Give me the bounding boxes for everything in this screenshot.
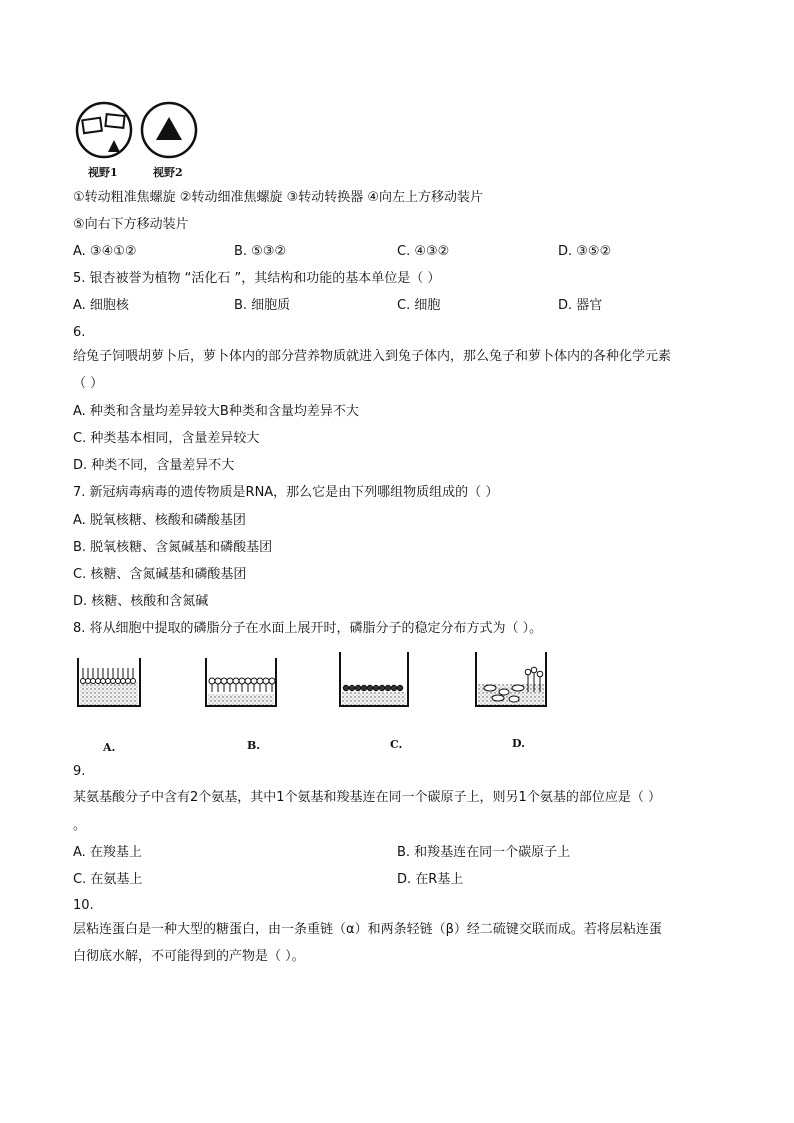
beaker-b: [206, 658, 276, 706]
q9-option-b: B. 和羧基连在同一个碳原子上: [397, 845, 571, 860]
q7-option-b: B. 脱氧核糖、含氮碱基和磷酸基团: [73, 540, 273, 555]
q4-option-d: D. ③⑤②: [558, 244, 612, 259]
q6-option-d: D. 种类不同，含量差异不大: [73, 458, 235, 473]
q5-option-d: D. 器官: [558, 298, 603, 313]
q9-option-a: A. 在羧基上: [73, 845, 142, 860]
q8-label-c: C.: [390, 738, 403, 751]
q10-number: 10.: [73, 898, 94, 913]
q5-option-c: C. 细胞: [397, 298, 441, 313]
q8-stem: 8. 将从细胞中提取的磷脂分子在水面上展开时，磷脂分子的稳定分布方式为（ ）。: [73, 621, 543, 636]
field-1-rect-left: [82, 118, 102, 133]
q4-steps-line1: ①转动粗准焦螺旋 ②转动细准焦螺旋 ③转动转换器 ④向左上方移动装片: [73, 190, 484, 205]
q6-number: 6.: [73, 325, 86, 340]
q8-label-a: A.: [103, 741, 116, 754]
field-1-triangle: [108, 140, 120, 152]
q7-option-d: D. 核糖、核酸和含氮碱: [73, 594, 209, 609]
beaker-d: [476, 652, 546, 706]
field-2-label: 视野2: [153, 166, 183, 179]
q6-option-c: C. 种类基本相同，含量差异较大: [73, 431, 260, 446]
q6-stem-line2: （ ）: [73, 376, 104, 391]
q10-stem-line2: 白彻底水解，不可能得到的产物是（ ）。: [73, 949, 305, 964]
q6-option-ab: A. 种类和含量均差异较大B种类和含量均差异不大: [73, 404, 359, 419]
q5-option-b: B. 细胞质: [234, 298, 291, 313]
q4-option-c: C. ④③②: [397, 244, 450, 259]
q9-stem-line2: 。: [73, 818, 87, 833]
q4-steps-line2: ⑤向右下方移动装片: [73, 217, 189, 232]
phospholipid-figure: [70, 648, 570, 720]
q9-option-d: D. 在R基上: [397, 872, 464, 887]
q5-option-a: A. 细胞核: [73, 298, 129, 313]
q5-stem: 5. 银杏被誉为植物 “活化石 ”，其结构和功能的基本单位是（ ）: [73, 271, 441, 286]
q7-option-c: C. 核糖、含氮碱基和磷酸基团: [73, 567, 247, 582]
q7-option-a: A. 脱氧核糖、核酸和磷酸基团: [73, 513, 246, 528]
field-1-rect-right: [105, 114, 124, 128]
beaker-a: [78, 658, 140, 706]
q9-stem-line1: 某氨基酸分子中含有2个氨基，其中1个氨基和羧基连在同一个碳原子上，则另1个氨基的部位应是（ ）: [73, 790, 661, 805]
q4-option-a: A. ③④①②: [73, 244, 137, 259]
q4-option-b: B. ⑤③②: [234, 244, 287, 259]
q9-option-c: C. 在氨基上: [73, 872, 143, 887]
q10-stem-line1: 层粘连蛋白是一种大型的糖蛋白，由一条重链（α）和两条轻链（β）经二硫键交联而成。若将层粘连蛋: [73, 922, 662, 937]
q8-label-b: B.: [247, 739, 261, 752]
q9-number: 9.: [73, 764, 86, 779]
field-1-circle: [77, 103, 131, 157]
q8-label-d: D.: [512, 737, 525, 750]
beaker-c: [340, 652, 408, 706]
q7-stem: 7. 新冠病毒病毒的遗传物质是RNA，那么它是由下列哪组物质组成的（ ）: [73, 485, 499, 500]
q6-stem-line1: 给兔子饲喂胡萝卜后，萝卜体内的部分营养物质就进入到兔子体内，那么兔子和萝卜体内的各种化学元素: [73, 349, 672, 364]
field-1-label: 视野1: [88, 166, 118, 179]
field-2-triangle: [156, 117, 182, 140]
